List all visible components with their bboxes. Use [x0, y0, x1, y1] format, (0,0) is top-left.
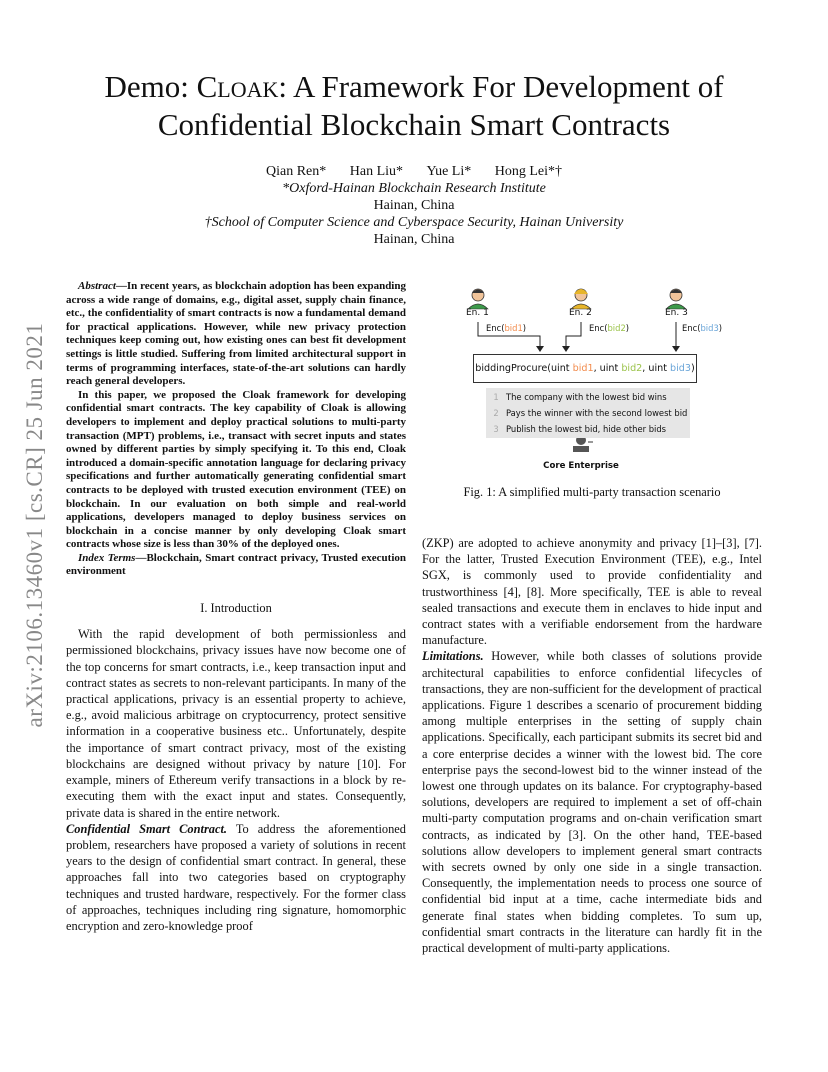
- enc-bid1-label: Enc(bid1): [486, 323, 527, 333]
- arxiv-stamp: arXiv:2106.13460v1 [cs.CR] 25 Jun 2021: [22, 322, 47, 728]
- enterprise-3-avatar-icon: [666, 289, 686, 309]
- title-line-2: Confidential Blockchain Smart Contracts: [157, 107, 671, 142]
- author-name: Han Liu*: [349, 164, 404, 179]
- enterprise-2-avatar-icon: [571, 289, 591, 309]
- left-column: [66, 280, 406, 934]
- abstract-paragraph-1: Abstract—In recent years, as blockchain adoption has been expanding across a wide range of domains, e.g., digital asset, supply chain finance, etc., the confidentiality of smart contracts is now a fundamental demand for practical applications. However, while new privacy protection techniques keep coming out, how existing ones can best fit development settings is little studied. Suffering from limited architectural support in terms of programming interfaces, state-of-the-art solutions can hardly reach general developers.: [66, 280, 406, 388]
- author-block: [40, 163, 788, 248]
- abstract: [66, 280, 406, 579]
- core-enterprise-label: Core Enterprise: [543, 461, 619, 471]
- bidding-step: 2 Pays the winner with the second lowest bid: [493, 408, 688, 418]
- enterprise-1-label: En. 1: [466, 308, 489, 318]
- affiliation-1: *Oxford-Hainan Blockchain Research Institute: [282, 181, 546, 196]
- bidding-procure-function-box: biddingProcure(uint bid1, uint bid2, uint bid3): [473, 354, 697, 383]
- figure-1: [448, 280, 748, 480]
- figure-caption: Fig. 1: A simplified multi-party transaction scenario: [463, 485, 721, 499]
- enc-bid3-label: Enc(bid3): [682, 323, 723, 333]
- arrow-heads: [536, 346, 680, 352]
- title-line-1: Demo: Cloak: A Framework For Development of: [104, 69, 724, 104]
- right-paragraph-1: (ZKP) are adopted to achieve anonymity and privacy [1]–[3], [7]. For the latter, Trusted Execution Environment (TEE), e.g., Intel SGX, is commonly used to provide confidentiality and trustworthiness [4], [8]. More specifically, TEE is able to reveal sealed transactions and execute them in enclaves to hide input and contract states with a verifiable endorsement from the hardware manufacture.: [422, 536, 762, 648]
- bidding-step: 3 Publish the lowest bid, hide other bids: [493, 424, 667, 434]
- abstract-paragraph-2: In this paper, we proposed the Cloak framework for developing confidential smart contracts. The key capability of Cloak is allowing developers to implement and deploy practical solutions to multi-party transaction (MPT) problems, i.e., transact with secret inputs and states owned by different parties by simply specifying it. To this end, Cloak introduced a domain-specific annotation language for declaring privacy specifications and further automatically generating confidential smart contracts to be deployed with trusted execution environment (TEE) on blockchain. In our evaluation on both simple and real-world applications, developers managed to deploy business services on blockchain in a concise manner by only developing Cloak smart contracts whose size is less than 30% of the deployed ones.: [66, 388, 406, 551]
- enterprise-1-avatar-icon: [468, 289, 488, 309]
- right-paragraph-2: Limitations. However, while both classes of solutions provide architectural capabilities to enforce confidential lifecycles of transactions, they are non-sufficient for the development of practical applications. Figure 1 describes a scenario of procurement bidding among multiple enterprises in the setting of supply chain applications. Specifically, each participant submits its secret bid and a core enterprise decides a winner with the lowest bid. The core enterprise pays the second-lowest bid to the winner instead of the lowest one through updates on its balance. For cryptography-based solutions, developers are required to implement a set of off-chain multi-party computation programs and on-chain verification smart contracts, as indicated by [3]. On the other hand, TEE-based solutions allow developers to implement general smart contracts with secrets owned by only one side in a single transaction. Consequently, the implementation needs to process one source of confidential bid input at a time, cache intermediate bids and generate final states when bidding completes. To sum up, confidential smart contracts in the literature can hardly fit in the practical development of multi-party applications.: [422, 649, 762, 956]
- intro-paragraph-2: Confidential Smart Contract. To address the aforementioned problem, researchers have proposed a variety of solutions in recent years to the design of confidential smart contract. In general, these approaches fall into two categories based on cryptography techniques and trusted hardware, respectively. For the former class of approaches, techniques including ring signature, homomorphic encryption and zero-knowledge proof: [66, 821, 406, 933]
- affiliation-2-location: Hainan, China: [373, 232, 455, 247]
- affiliation-2: †School of Computer Science and Cyberspace Security, Hainan University: [204, 215, 624, 230]
- enterprise-2-label: En. 2: [569, 308, 592, 318]
- bidding-step: 1 The company with the lowest bid wins: [493, 392, 667, 402]
- enc-bid2-label: Enc(bid2): [589, 323, 630, 333]
- index-terms-label: Index Terms: [78, 551, 136, 564]
- author-name: Yue Li*: [426, 164, 472, 179]
- paragraph-head-confidential: Confidential Smart Contract.: [66, 821, 227, 836]
- paper-title: [40, 68, 788, 144]
- author-name: Hong Lei*†: [494, 164, 562, 179]
- author-names: [40, 163, 788, 180]
- index-terms: Index Terms—Blockchain, Smart contract privacy, Trusted execution environment: [66, 551, 406, 578]
- right-column: [422, 535, 762, 956]
- author-name: Qian Ren*: [265, 164, 327, 179]
- abstract-label: Abstract: [78, 280, 116, 292]
- enterprise-3-label: En. 3: [665, 308, 688, 318]
- bidding-steps-list: [486, 388, 690, 438]
- intro-paragraph-1: With the rapid development of both permissionless and permissioned blockchains, privacy issues have now become one of the top concerns for smart contracts, i.e., keep transaction input and contract states as secrets to non-relevant participants. In many of the practical applications, privacy is an essential property to achieve, e.g., avoid malicious arbitrage on cryptocurrency, protect sensitive information in a cooperative business etc.. Unfortunately, despite the importance of smart contract privacy, most of the existing blockchains are designed without privacy by nature [10]. For example, miners of Ethereum verify transactions in a block by re-executing them with the exact input and states. Consequently, private data is shared in the entire network.: [66, 627, 406, 820]
- paragraph-head-limitations: Limitations.: [422, 649, 484, 664]
- affiliation-1-location: Hainan, China: [373, 198, 455, 213]
- section-heading-introduction: I. Introduction: [200, 601, 272, 616]
- arrow-bid2: [566, 322, 581, 350]
